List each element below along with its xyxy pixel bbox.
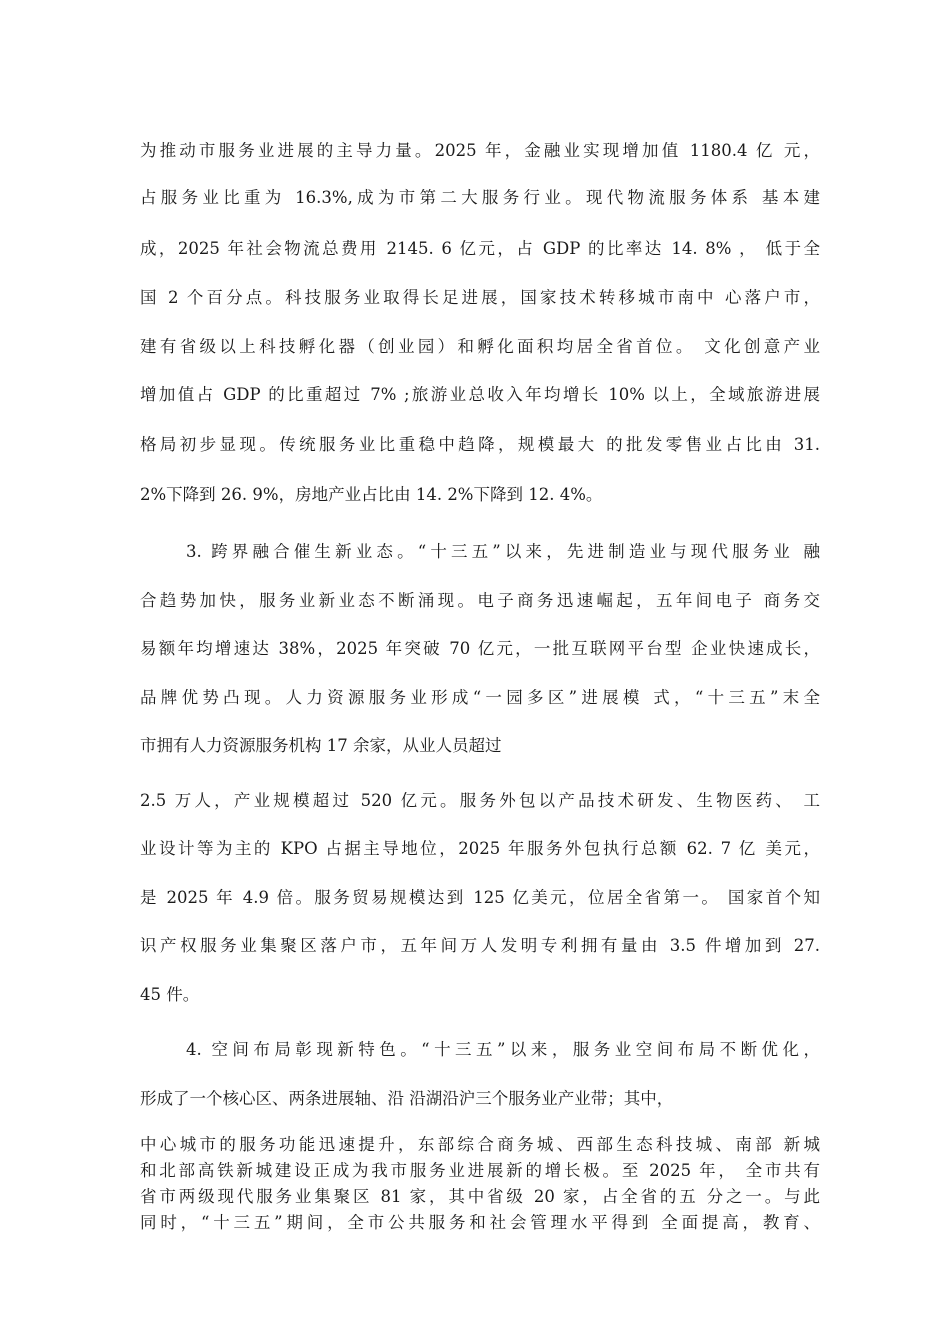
paragraph-2-line-10: 45 件。 [140,985,200,1004]
paragraph-1-line-3: 成，2025 年社会物流总费用 2145. 6 亿元，占 GDP 的比率达 14. 8% ， 低于全 [140,239,820,258]
paragraph-1-line-6: 增加值占 GDP 的比重超过 7% ;旅游业总收入年均增长 10% 以上，全域旅游进展 [140,385,820,404]
paragraph-3-line-4: 和北部高铁新城建设正成为我市服务业进展新的增长极。至 2025 年， 全市共有 [140,1161,820,1180]
paragraph-2-line-8: 是 2025 年 4.9 倍。服务贸易规模达到 125 亿美元，位居全省第一。 国家首个知 [140,888,820,907]
paragraph-1-line-4: 国 2 个百分点。科技服务业取得长足进展，国家技术转移城市南中 心落户市， [140,288,820,307]
paragraph-2-line-7: 业设计等为主的 KPO 占据主导地位，2025 年服务外包执行总额 62. 7 亿 美元， [140,839,820,858]
paragraph-2-line-1: 3. 跨界融合催生新业态。“十三五”以来，先进制造业与现代服务业 融 [186,542,820,561]
paragraph-1-line-2: 占服务业比重为 16.3%,成为市第二大服务行业。现代物流服务体系 基本建 [140,188,820,207]
paragraph-1-line-1: 为推动市服务业进展的主导力量。2025 年，金融业实现增加值 1180.4 亿 元， [140,141,820,160]
paragraph-3-line-5: 省市两级现代服务业集聚区 81 家，其中省级 20 家，占全省的五 分之一。与此 [140,1187,820,1206]
paragraph-3-line-3: 中心城市的服务功能迅速提升，东部综合商务城、西部生态科技城、南部 新城 [140,1135,820,1154]
paragraph-2-line-6: 2.5 万人，产业规模超过 520 亿元。服务外包以产品技术研发、生物医药、 工 [140,791,820,810]
paragraph-2-line-4: 品牌优势凸现。人力资源服务业形成“一园多区”进展模 式，“十三五”末全 [140,688,820,707]
paragraph-1-line-8: 2%下降到 26. 9%，房地产业占比由 14. 2%下降到 12. 4%。 [140,485,603,504]
paragraph-2-line-5: 市拥有人力资源服务机构 17 余家，从业人员超过 [140,736,502,755]
paragraph-2-line-3: 易额年均增速达 38%，2025 年突破 70 亿元，一批互联网平台型 企业快速成长， [140,639,820,658]
paragraph-3-line-2: 形成了一个核心区、两条进展轴、沿 沿湖沿沪三个服务业产业带；其中， [140,1089,674,1108]
paragraph-3-line-1: 4. 空间布局彰现新特色。“十三五”以来，服务业空间布局不断优化， [186,1040,820,1059]
paragraph-2-line-2: 合趋势加快，服务业新业态不断涌现。电子商务迅速崛起，五年间电子 商务交 [140,591,820,610]
paragraph-2-line-9: 识产权服务业集聚区落户市，五年间万人发明专利拥有量由 3.5 件增加到 27. [140,936,820,955]
paragraph-3-line-6: 同时，“十三五”期间，全市公共服务和社会管理水平得到 全面提高，教育、 [140,1213,820,1232]
paragraph-1-line-5: 建有省级以上科技孵化器（创业园）和孵化面积均居全省首位。 文化创意产业 [140,337,820,356]
paragraph-1-line-7: 格局初步显现。传统服务业比重稳中趋降，规模最大 的批发零售业占比由 31. [140,435,820,454]
